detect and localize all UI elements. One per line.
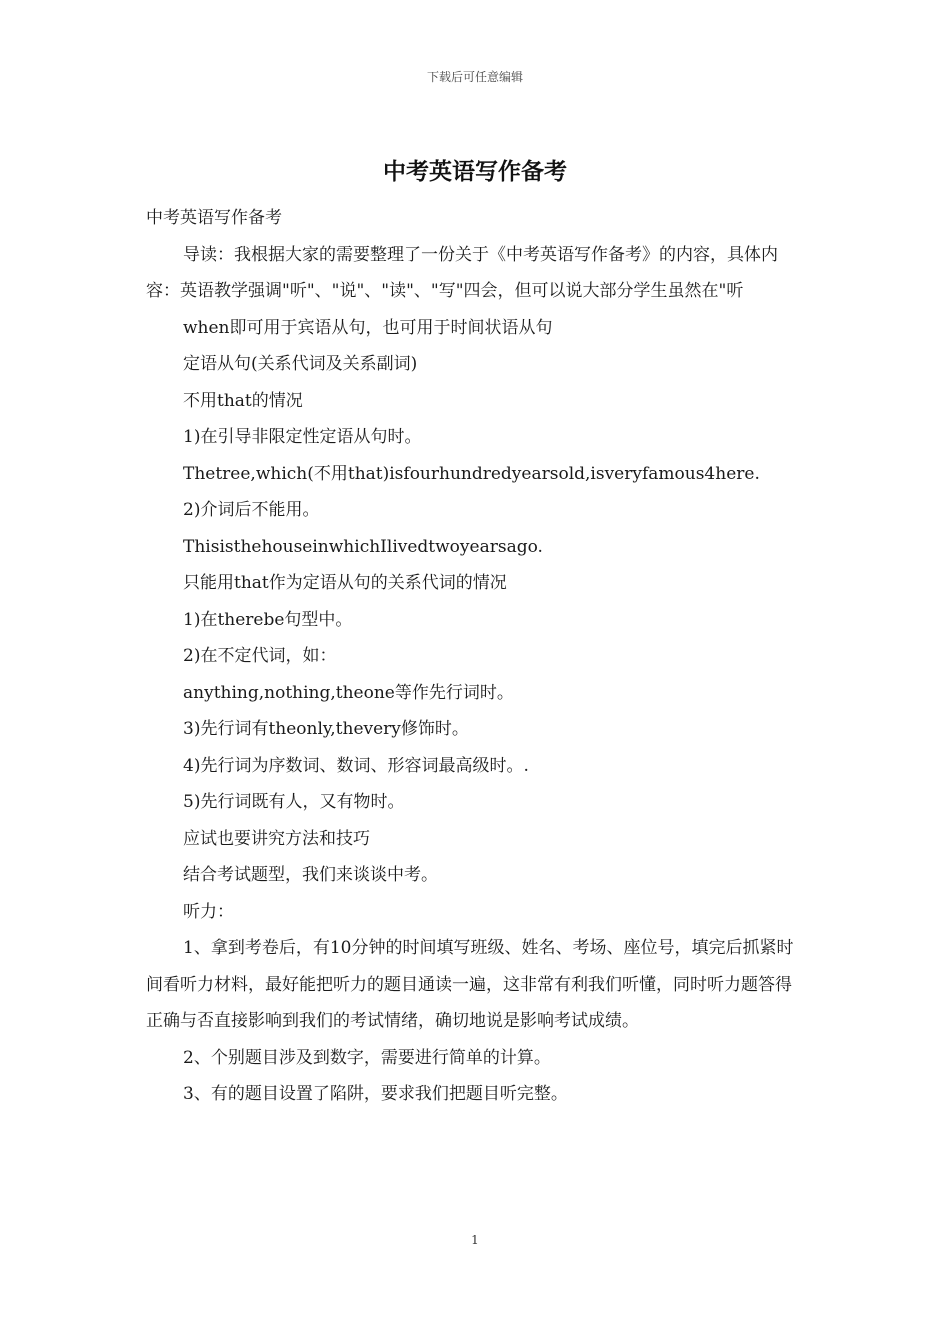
- body-line: 1)在therebe句型中。: [183, 609, 353, 630]
- document-title: 中考英语写作备考: [383, 159, 567, 185]
- listening-paragraph-3: 3、有的题目设置了陷阱，要求我们把题目听完整。: [183, 1084, 568, 1104]
- body-line: 只能用that作为定语从句的关系代词的情况: [183, 573, 507, 593]
- body-line: 不用that的情况: [183, 390, 303, 411]
- body-line: 定语从句(关系代词及关系副词): [183, 354, 418, 374]
- body-line: when即可用于宾语从句，也可用于时间状语从句: [183, 317, 553, 338]
- body-line: 应试也要讲究方法和技巧: [183, 828, 370, 849]
- body-line: 3)先行词有theonly,thevery修饰时。: [183, 719, 469, 739]
- body-line: 2)在不定代词，如：: [183, 646, 337, 666]
- listening-paragraph-1: 1、拿到考卷后，有10分钟的时间填写班级、姓名、考场、座位号，填完后抓紧时间看听力材料，最好能把听力的题目通读一遍，这非常有利我们听懂，同时听力题答得正确与否直接影响到我们的考试情绪，确切地说是影响考试成绩。: [146, 938, 794, 1031]
- body-line: 听力：: [183, 901, 234, 922]
- body-line: anything,nothing,theone等作先行词时。: [183, 682, 514, 703]
- header-note: 下载后可任意编辑: [426, 70, 523, 84]
- body-line: 1)在引导非限定性定语从句时。: [183, 427, 422, 447]
- page-number: 1: [471, 1233, 479, 1247]
- body-line: 结合考试题型，我们来谈谈中考。: [183, 865, 438, 885]
- body-line: Thetree,which(不用that)isfourhundredyearsold,isveryfamous4here.: [183, 463, 760, 484]
- listening-paragraph-2: 2、个别题目涉及到数字，需要进行简单的计算。: [183, 1047, 551, 1068]
- body-line: 2)介词后不能用。: [183, 500, 320, 520]
- body-line: 5)先行词既有人，又有物时。: [183, 792, 405, 812]
- document-body: [146, 200, 806, 1113]
- subtitle-line: 中考英语写作备考: [146, 208, 282, 228]
- intro-paragraph: 导读：我根据大家的需要整理了一份关于《中考英语写作备考》的内容，具体内容：英语教学强调"听"、"说"、"读"、"写"四会，但可以说大部分学生虽然在"听: [146, 244, 778, 301]
- body-line: ThisisthehouseinwhichIlivedtwoyearsago.: [183, 536, 543, 557]
- body-line: 4)先行词为序数词、数词、形容词最高级时。.: [183, 755, 529, 776]
